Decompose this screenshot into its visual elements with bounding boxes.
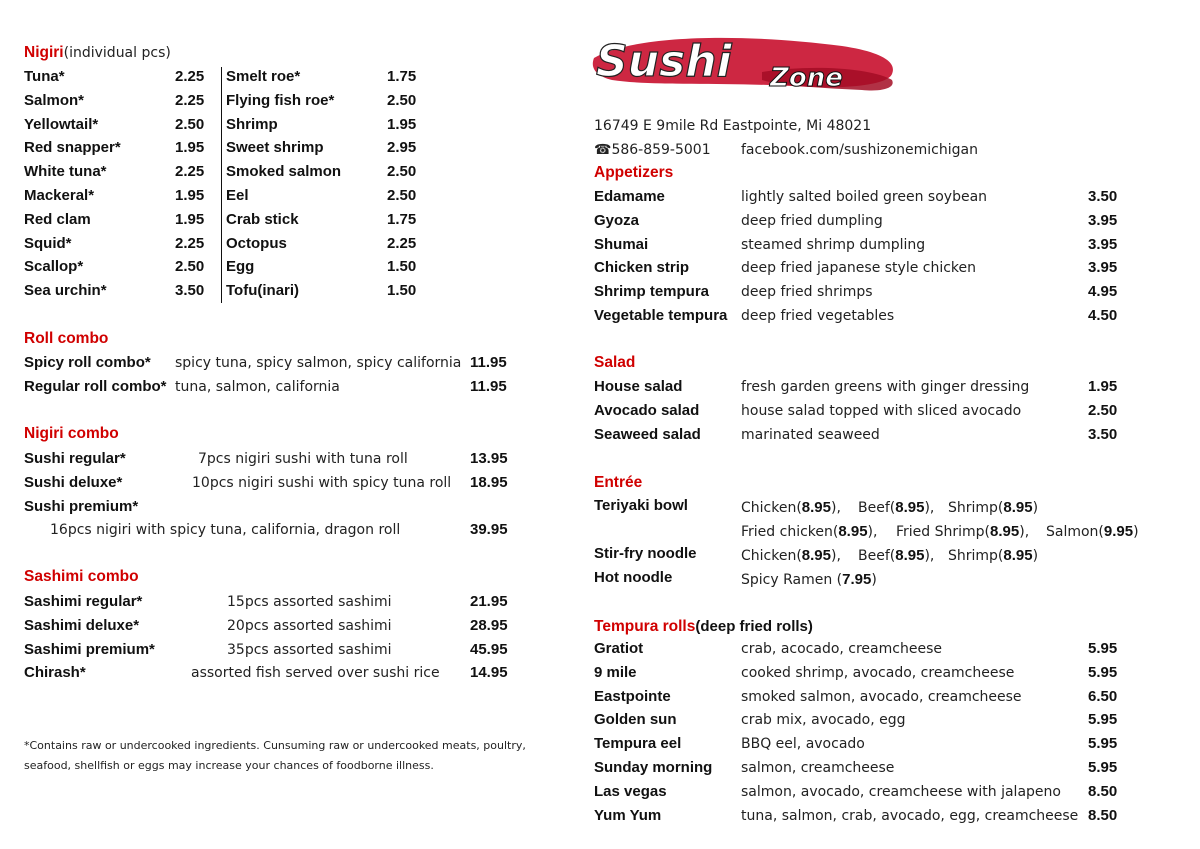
sashimi-combo-item-price: 21.95 [470,593,508,610]
teriyaki-option-price: 8.95 [1003,499,1033,516]
appetizer-item-name: Gyoza [594,211,640,229]
hot-noodle-name: Hot noodle [594,569,673,586]
nigiri-item-price: 1.95 [175,139,205,157]
nigiri-item-name: Shrimp [226,115,278,133]
nigiri-subtitle: (individual pcs) [63,45,171,61]
nigiri-item-name: Squid* [24,234,72,252]
tempura-rolls-title: Tempura rolls [594,618,696,635]
nigiri-item-price: 1.95 [175,210,205,228]
appetizer-item-price: 3.50 [1088,188,1118,205]
sashimi-combo-item-description: assorted fish served over sushi rice [191,665,440,682]
nigiri-item-price: 2.25 [175,68,205,85]
nigiri-combo-item-name: Sushi premium* [24,498,139,515]
tempura-roll-item-name: Sunday morning [594,759,713,776]
nigiri-combo-title: Nigiri combo [24,425,119,442]
tempura-roll-item-name: 9 mile [594,663,637,681]
teriyaki-option-label: Fried chicken( [741,524,839,540]
teriyaki-option-price: 8.95 [838,523,868,540]
salad-item-price: 3.50 [1088,425,1118,443]
nigiri-item-name: Crab stick [226,210,299,228]
salad-item-name: Avocado salad [594,401,700,419]
appetizer-item-name: Vegetable tempura [594,307,728,324]
salad-title: Salad [594,354,636,371]
hot-noodle-close: ) [871,572,877,588]
nigiri-item-price: 1.95 [175,187,205,204]
sashimi-combo-item-price: 14.95 [470,664,508,682]
teriyaki-option-price: 9.95 [1103,523,1134,540]
stirfry-option [741,545,841,565]
sashimi-combo-item-price: 28.95 [470,616,508,634]
nigiri-combo-item-name: Sushi deluxe* [24,474,123,491]
teriyaki-option-price: 8.95 [990,523,1020,540]
tempura-roll-item-description: tuna, salmon, crab, avocado, egg, creamcheese [741,807,1079,824]
sashimi-combo-title: Sashimi combo [24,568,139,585]
appetizer-item-price: 3.95 [1088,259,1118,277]
teriyaki-option [948,497,1038,517]
nigiri-column-divider [221,67,222,303]
nigiri-item-name: Smoked salmon [226,163,342,181]
teriyaki-option-close: ), [1019,524,1030,540]
nigiri-combo-item-price: 13.95 [470,450,508,467]
roll-combo-item-name: Regular roll combo* [24,377,167,395]
teriyaki-option [896,521,1029,541]
salad-item-name: Seaweed salad [594,425,701,443]
stirfry-option-close: ) [1032,548,1039,564]
logo-brush-graphic [592,28,902,98]
tempura-roll-item-price: 5.95 [1088,640,1118,657]
nigiri-item-price: 2.25 [175,234,205,252]
nigiri-item-name: Red clam [24,210,91,228]
tempura-roll-item-name: Tempura eel [594,735,682,753]
nigiri-item-price: 2.95 [387,139,417,157]
teriyaki-option [1046,521,1139,541]
teriyaki-option [741,521,877,541]
stirfry-option [858,545,934,565]
nigiri-item-price: 1.95 [387,115,417,133]
nigiri-item-price: 1.50 [387,258,417,276]
salad-item-description: fresh garden greens with ginger dressing [741,379,1030,395]
nigiri-combo-item-price: 18.95 [470,474,508,491]
sashimi-combo-item-price: 45.95 [470,640,508,658]
appetizer-item-price: 4.50 [1088,307,1118,324]
hot-noodle-option [741,569,877,589]
nigiri-item-name: White tuna* [24,163,107,181]
nigiri-item-name: Yellowtail* [24,115,99,133]
stirfry-option-price: 8.95 [1003,547,1033,564]
phone-number: ☎586-859-5001 [594,142,711,158]
stirfry-option-label: Shrimp( [948,548,1004,564]
nigiri-item-name: Eel [226,187,249,204]
teriyaki-bowl-name: Teriyaki bowl [594,497,688,514]
nigiri-item-name: Tofu(inari) [226,282,300,300]
hot-noodle-label: Spicy Ramen ( [741,572,843,588]
tempura-roll-item-name: Yum Yum [594,806,662,824]
tempura-roll-item-description: salmon, avocado, creamcheese with jalapeno [741,783,1061,800]
roll-combo-item-description: spicy tuna, spicy salmon, spicy california [175,355,462,371]
nigiri-combo-item-description: 7pcs nigiri sushi with tuna roll [198,451,408,467]
teriyaki-option-label: Salmon( [1046,524,1104,540]
logo-sushi-text: Sushi [596,36,732,87]
salad-item-price: 2.50 [1088,401,1118,419]
nigiri-item-name: Salmon* [24,91,85,109]
nigiri-item-name: Mackeral* [24,187,95,204]
tempura-roll-item-description: crab mix, avocado, egg [741,712,906,729]
logo-zone-text: Zone [770,63,843,93]
stirfry-option-price: 8.95 [801,547,831,564]
raw-food-footnote-line1: *Contains raw or undercooked ingredients. Cunsuming raw or undercooked meats, poultry, [24,739,526,752]
appetizer-item-name: Shumai [594,235,649,253]
appetizer-item-description: deep fried vegetables [741,308,895,324]
appetizer-item-price: 3.95 [1088,235,1118,253]
nigiri-combo-item-name: Sushi regular* [24,450,126,467]
nigiri-item-name: Red snapper* [24,139,121,157]
nigiri-item-price: 2.50 [387,163,417,181]
nigiri-item-name: Scallop* [24,258,84,276]
tempura-roll-item-description: cooked shrimp, avocado, creamcheese [741,664,1015,681]
sashimi-combo-item-description: 15pcs assorted sashimi [227,594,392,610]
teriyaki-option-label: Chicken( [741,500,802,516]
sashimi-combo-item-description: 20pcs assorted sashimi [227,617,392,634]
tempura-roll-item-price: 5.95 [1088,711,1118,729]
nigiri-item-price: 2.25 [175,163,205,181]
nigiri-item-price: 2.25 [387,234,417,252]
address: 16749 E 9mile Rd Eastpointe, Mi 48021 [594,118,872,134]
facebook-link[interactable]: facebook.com/sushizonemichigan [741,142,978,158]
nigiri-item-name: Octopus [226,234,287,252]
teriyaki-option-price: 8.95 [801,499,831,516]
teriyaki-option-close: ), [831,500,841,516]
appetizer-item-price: 4.95 [1088,283,1118,301]
nigiri-item-name: Sweet shrimp [226,139,324,157]
appetizer-item-name: Shrimp tempura [594,283,710,301]
entree-title: Entrée [594,474,643,491]
sashimi-combo-item-name: Sashimi deluxe* [24,616,140,634]
teriyaki-option-label: Beef( [858,500,896,516]
tempura-rolls-subtitle: (deep fried rolls) [695,618,813,635]
tempura-roll-item-description: smoked salmon, avocado, creamcheese [741,688,1022,705]
teriyaki-option-label: Fried Shrimp( [896,524,991,540]
tempura-roll-item-description: salmon, creamcheese [741,760,895,776]
nigiri-item-name: Egg [226,258,255,276]
tempura-roll-item-price: 5.95 [1088,735,1118,753]
nigiri-combo-item-price: 39.95 [470,521,508,538]
teriyaki-option-price: 8.95 [895,499,925,516]
stirfry-option-close: ), [924,548,935,564]
nigiri-title: Nigiri [24,44,64,61]
appetizer-item-name: Chicken strip [594,259,690,277]
appetizer-item-name: Edamame [594,188,665,205]
appetizer-item-description: steamed shrimp dumpling [741,236,926,253]
raw-food-footnote-line2: seafood, shellfish or eggs may increase your chances of foodborne illness. [24,759,434,772]
nigiri-item-price: 2.50 [175,258,205,276]
nigiri-item-price: 2.50 [387,91,417,109]
roll-combo-item-name: Spicy roll combo* [24,354,151,371]
appetizer-item-description: deep fried dumpling [741,212,883,229]
sashimi-combo-item-description: 35pcs assorted sashimi [227,641,392,658]
nigiri-heading [24,42,171,62]
nigiri-item-name: Smelt roe* [226,68,301,85]
tempura-roll-item-price: 6.50 [1088,687,1118,705]
roll-combo-item-price: 11.95 [470,377,507,395]
sushi-zone-logo [592,28,902,98]
stirfry-option-label: Beef( [858,548,896,564]
tempura-roll-item-name: Las vegas [594,782,667,800]
salad-item-description: house salad topped with sliced avocado [741,402,1022,419]
teriyaki-option-close: ), [867,524,878,540]
stirfry-noodle-name: Stir-fry noodle [594,545,697,562]
sashimi-combo-item-name: Chirash* [24,664,86,682]
tempura-roll-item-price: 8.50 [1088,806,1118,824]
roll-combo-title: Roll combo [24,330,109,347]
teriyaki-option-close: ), [924,500,935,516]
nigiri-item-price: 2.50 [175,115,205,133]
salad-item-description: marinated seaweed [741,426,880,443]
appetizer-item-description: lightly salted boiled green soybean [741,189,988,205]
sashimi-combo-item-name: Sashimi regular* [24,593,143,610]
hot-noodle-price: 7.95 [842,571,872,588]
nigiri-item-price: 1.75 [387,68,417,85]
appetizer-item-description: deep fried japanese style chicken [741,260,977,277]
tempura-rolls-heading [594,616,813,636]
tempura-roll-item-name: Gratiot [594,640,644,657]
tempura-roll-item-name: Golden sun [594,711,677,729]
salad-item-name: House salad [594,378,683,395]
nigiri-item-price: 1.50 [387,282,417,300]
nigiri-item-name: Flying fish roe* [226,91,335,109]
tempura-roll-item-description: crab, acocado, creamcheese [741,641,942,657]
nigiri-item-price: 2.50 [387,187,417,204]
nigiri-item-name: Sea urchin* [24,282,107,300]
stirfry-option-label: Chicken( [741,548,802,564]
salad-item-price: 1.95 [1088,378,1118,395]
nigiri-item-price: 1.75 [387,210,417,228]
roll-combo-item-price: 11.95 [470,354,507,371]
appetizer-item-description: deep fried shrimps [741,284,873,301]
nigiri-item-name: Tuna* [24,68,65,85]
stirfry-option-close: ), [831,548,841,564]
teriyaki-option [858,497,934,517]
stirfry-option-price: 8.95 [895,547,925,564]
tempura-roll-item-description: BBQ eel, avocado [741,736,865,753]
sashimi-combo-item-name: Sashimi premium* [24,640,155,658]
tempura-roll-item-name: Eastpointe [594,687,671,705]
teriyaki-option-close: ) [1032,500,1039,516]
roll-combo-item-description: tuna, salmon, california [175,378,340,395]
tempura-roll-item-price: 8.50 [1088,782,1118,800]
appetizer-item-price: 3.95 [1088,211,1118,229]
nigiri-item-price: 3.50 [175,282,205,300]
teriyaki-option-label: Shrimp( [948,500,1004,516]
nigiri-combo-item-description: 16pcs nigiri with spicy tuna, california, dragon roll [50,522,401,538]
teriyaki-option-close: ) [1133,524,1139,540]
tempura-roll-item-price: 5.95 [1088,663,1118,681]
stirfry-option [948,545,1038,565]
nigiri-combo-item-description: 10pcs nigiri sushi with spicy tuna roll [192,475,452,491]
teriyaki-option [741,497,841,517]
nigiri-item-price: 2.25 [175,91,205,109]
appetizers-title: Appetizers [594,164,674,181]
tempura-roll-item-price: 5.95 [1088,759,1118,776]
